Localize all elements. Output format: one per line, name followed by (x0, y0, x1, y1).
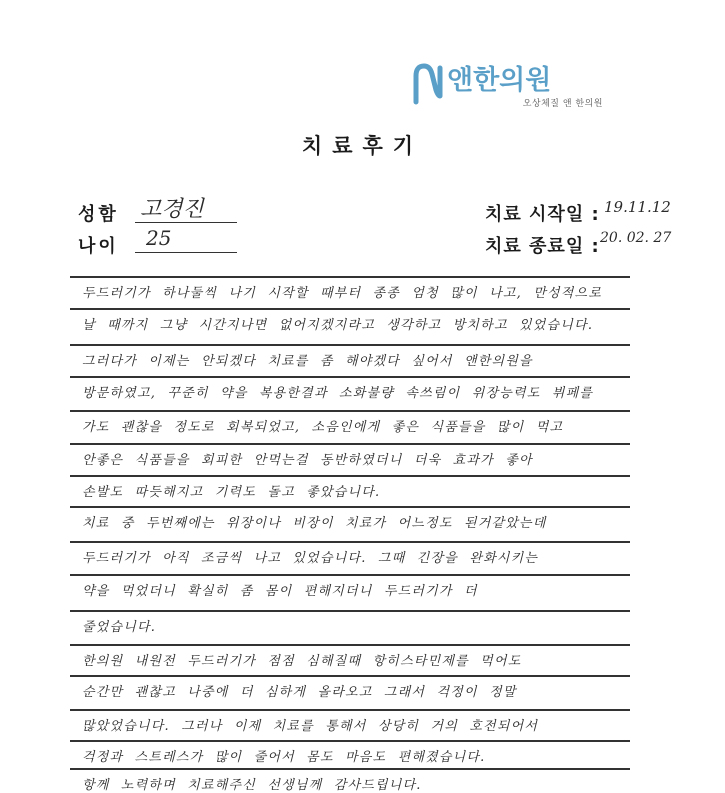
testimonial-line: 방문하였고, 꾸준히 약을 복용한결과 소화불량 속쓰림이 위장능력도 뷔페를 (82, 386, 594, 401)
testimonial-line: 두드러기가 아직 조금씩 나고 있었습니다. 그때 긴장을 완화시키는 (82, 551, 539, 566)
age-value: 25 (146, 226, 172, 250)
testimonial-line: 치료 중 두번째에는 위장이나 비장이 치료가 어느정도 된거같았는데 (82, 516, 547, 531)
ruled-line (70, 740, 630, 742)
testimonial-line: 항께 노력하며 치료해주신 선생님께 감사드립니다. (82, 778, 422, 793)
document-title: 치료후기 (301, 134, 424, 158)
testimonial-line: 약을 먹었더니 확실히 좀 몸이 편해지더니 두드러기가 더 (82, 584, 478, 599)
testimonial-line: 걱정과 스트레스가 많이 줄어서 몸도 마음도 편해졌습니다. (82, 750, 486, 765)
testimonial-line: 안좋은 식품들을 회피한 안먹는걸 동반하였더니 더욱 효과가 좋아 (82, 453, 533, 468)
ruled-line (70, 376, 630, 378)
testimonial-line: 가도 괜찮을 정도로 회복되었고, 소음인에게 좋은 식품들을 많이 먹고 (82, 420, 564, 435)
clinic-name: 앤한의원 (447, 65, 552, 96)
ruled-line (70, 574, 630, 576)
ruled-line (70, 709, 630, 711)
treatment-end-value: 20. 02. 27 (600, 230, 672, 246)
ruled-line (70, 541, 630, 543)
ruled-line (70, 610, 630, 612)
testimonial-line: 줄었습니다. (82, 620, 157, 635)
ruled-line (70, 410, 630, 412)
testimonial-line: 두드러기가 하나둘씩 나기 시작할 때부터 종종 엄청 많이 나고, 만성적으로 (82, 286, 603, 301)
testimonial-line: 그러다가 이제는 안되겠다 치료를 좀 해야겠다 싶어서 앤한의원을 (82, 354, 533, 369)
name-underline (135, 222, 237, 223)
testimonial-line: 한의원 내원전 두드러기가 점점 심해질때 항히스타민제를 먹어도 (82, 654, 522, 669)
clinic-logo (413, 56, 603, 112)
treatment-end-label: 치료 종료일 : (485, 236, 600, 257)
ruled-line (70, 675, 630, 677)
ruled-line (70, 644, 630, 646)
ruled-line (70, 475, 630, 477)
name-label: 성함 (78, 204, 119, 225)
treatment-start-label: 치료 시작일 : (485, 204, 600, 225)
ruled-line (70, 308, 630, 310)
testimonial-line: 순간만 괜찮고 나중에 더 심하게 올라오고 그래서 걱정이 정말 (82, 685, 517, 700)
ruled-line (70, 506, 630, 508)
treatment-start-value: 19.11.12 (604, 198, 671, 216)
age-underline (135, 252, 237, 253)
name-value: 고경진 (140, 197, 204, 222)
ruled-line (70, 443, 630, 445)
clinic-logo-icon (413, 62, 445, 106)
testimonial-line: 손발도 따듯해지고 기력도 돌고 좋았습니다. (82, 485, 381, 500)
ruled-line (70, 768, 630, 770)
ruled-line (70, 344, 630, 346)
ruled-line (70, 276, 630, 278)
age-label: 나이 (78, 236, 119, 257)
testimonial-line: 날 때까지 그냥 시간지나면 없어지겠지라고 생각하고 방치하고 있었습니다. (82, 318, 594, 333)
clinic-subtitle: 오상체질 앤 한의원 (522, 99, 603, 109)
testimonial-line: 많았었습니다. 그러나 이제 치료를 통해서 상당히 거의 호전되어서 (82, 719, 539, 734)
